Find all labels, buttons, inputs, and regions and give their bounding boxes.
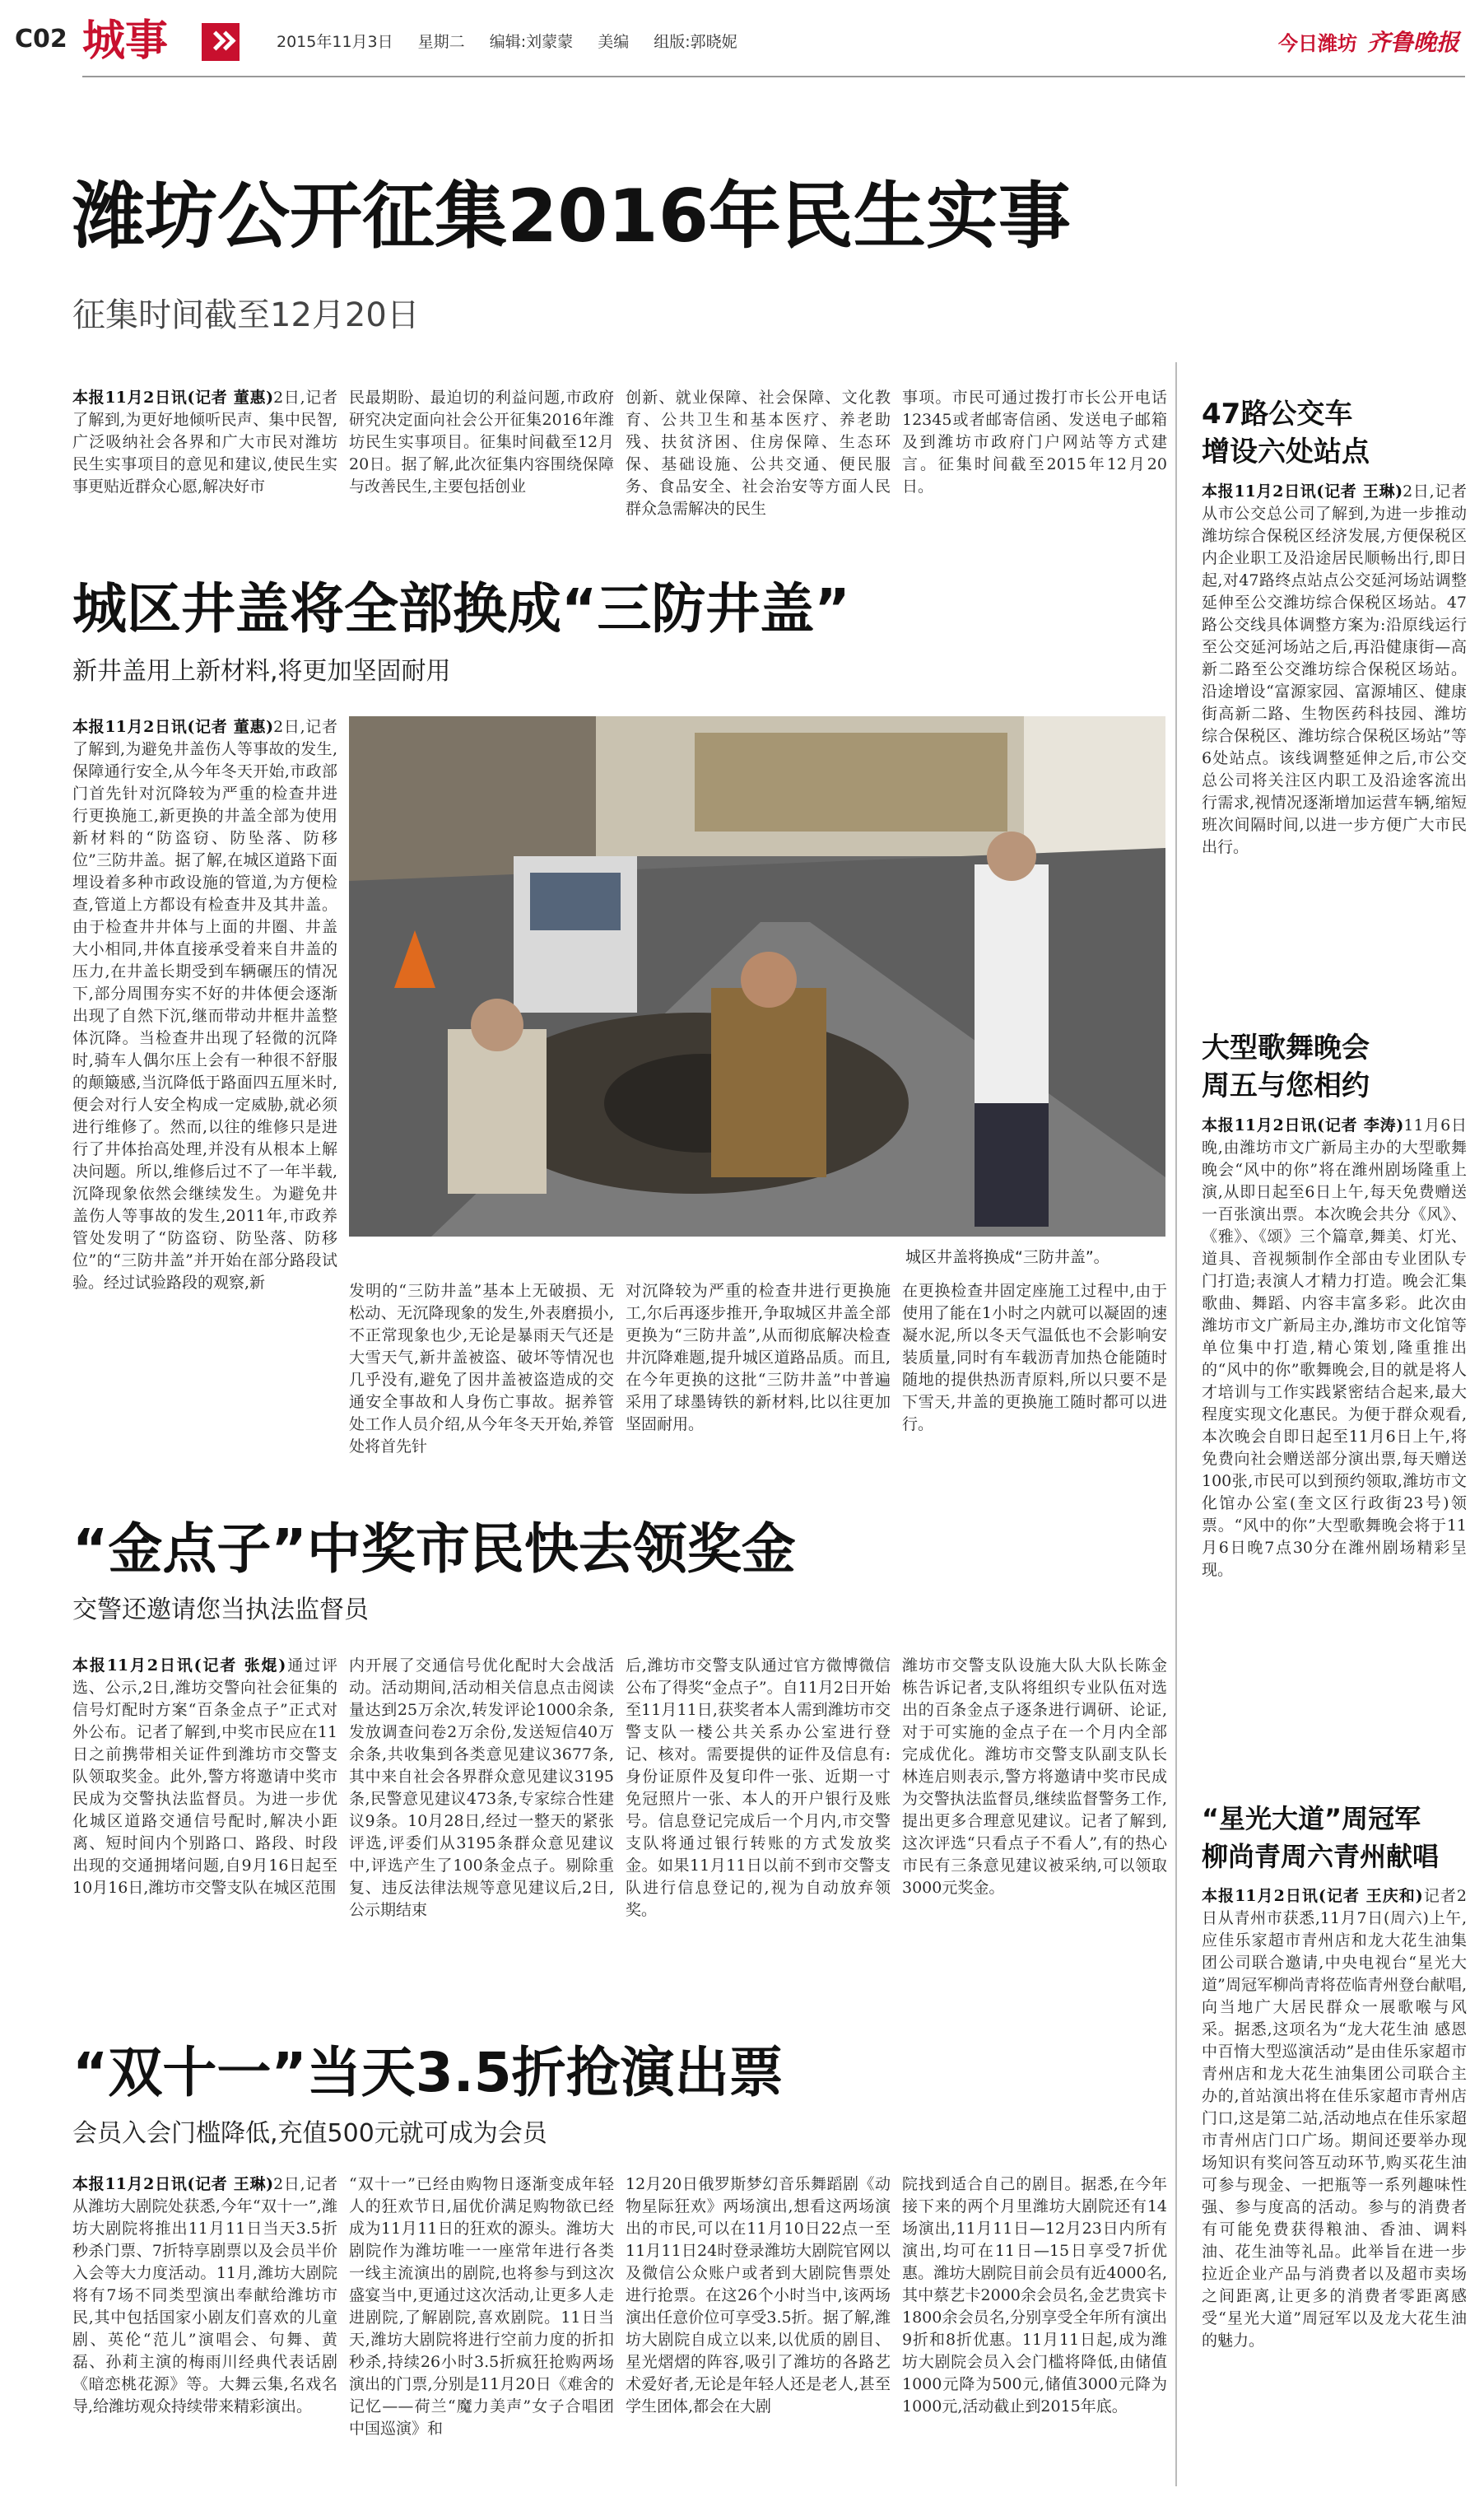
masthead	[0, 0, 1484, 107]
story1-headline: 潍坊公开征集2016年民生实事	[72, 174, 1071, 259]
sidebar3-body: 本报11月2日讯(记者 王庆和)记者2日从青州市获悉,11月7日(周六)上午,应佳乐家超市青州店和龙大花生油集团公司联合邀请,中央电视台“星光大道”周冠军柳尚青将莅临青州登台献唱,向当地广大居民群众一展歌喉与风采。据悉,这项名为“龙大花生油 感恩中百惰大型巡演活动”是由佳乐家超市青州店和龙大花生油集团公司联合主办的,首站演出将在佳乐家超市青州店门口,这是第二站,活动地点在佳乐家超市青州店门口广场。期间还要举办现场知识有奖问答互动环节,购买花生油可参与现金、一把瓶等一系列趣味性强、参与度高的活动。参与的消费者有可能免费获得粮油、香油、调料油、花生油等礼品。此举旨在进一步拉近企业产品与消费者以及超市卖场之间距离,让更多的消费者零距离感受“星光大道”周冠军以及龙大花生油的魅力。	[1202, 1887, 1467, 2350]
story4-column-4: 院找到适合自己的剧目。据悉,在今年接下来的两个月里潍坊大剧院还有14场演出,11月11日—12月23日内所有演出,均可在11日—15日享受7折优惠。潍坊大剧院目前会员有近4000名,其中蔡艺卡2000余会员名,金艺贵宾卡1800余会员名,分别享受全年所有演出9折和8折优惠。11月11日起,成为潍坊大剧院会员入会门槛将降低,由储值1000元降为500元,储值3000元降为1000元,活动截止到2015年底。	[902, 2175, 1167, 2415]
masthead-divider	[82, 76, 1465, 77]
story4-lead: 本报11月2日讯(记者 王琳)	[72, 2175, 274, 2193]
story2-lead: 本报11月2日讯(记者 董惠)	[72, 718, 274, 736]
issue-date: 2015年11月3日	[277, 33, 393, 51]
story3-subhead: 交警还邀请您当执法监督员	[72, 1596, 369, 1624]
sidebar2-body: 本报11月2日讯(记者 李涛)11月6日晚,由潍坊市文广新局主办的大型歌舞晚会“风中的你”将在潍州剧场隆重上演,从即日起至6日上午,每天免费赠送一百张演出票。本次晚会共分《风》、《雅》、《颂》三个篇章,舞美、灯光、道具、音视频制作全部由专业团队专门打造;表演人才精力打造。晚会汇集歌曲、舞蹈、内容丰富多彩。此次由潍坊市文广新局主办,潍坊市文化馆等单位集中打造,精心策划,隆重推出的“风中的你”歌舞晚会,目的就是将人才培训与工作实践紧密结合起来,最大程度实现文化惠民。为便于群众观看,本次晚会自即日起至11月6日上午,将免费向社会赠送部分演出票,每天赠送100张,市民可以到预约领取,潍坊市文化馆办公室(奎文区行政街23号)领票。“风中的你”大型歌舞晚会将于11月6日晚7点30分在潍州剧场精彩呈现。	[1202, 1116, 1467, 1579]
sidebar3-headline: “星光大道”周冠军 柳尚青周六青州献唱	[1202, 1803, 1440, 1872]
story2-headline: 城区井盖将全部换成“三防井盖”	[72, 577, 850, 641]
story4-headline: “双十一”当天3.5折抢演出票	[72, 2041, 784, 2104]
story4-subhead: 会员入会门槛降低,充值500元就可成为会员	[72, 2119, 547, 2148]
story2-column-4: 在更换检查井固定座施工过程中,由于使用了能在1小时之内就可以凝固的速凝水泥,所以冬天气温低也不会影响安装质量,同时有车载沥青加热仓能随时随地的提供热沥青原料,所以只要不是下雪天,井盖的更换施工随时都可以进行。	[902, 1282, 1167, 1433]
editor-credit: 编辑:刘蒙蒙	[489, 33, 574, 51]
photo-illustration	[349, 716, 1165, 1237]
issue-info	[277, 30, 757, 52]
sidebar-divider	[1175, 362, 1177, 2486]
story1-column-1: 本报11月2日讯(记者 董惠)2日,记者了解到,为更好地倾听民声、集中民智,广泛吸纳社会各界和广大市民对潍坊民生实事项目的意见和建议,使民生实事更贴近群众心愿,解决好市	[72, 389, 337, 496]
layout-credit: 组版:郭晓妮	[654, 33, 737, 51]
story4-column-2: “双十一”已经由购物日逐渐变成年轻人的狂欢节日,届优价满足购物欲已经成为11月11日的狂欢的源头。潍坊大剧院作为潍坊唯一一座常年进行各类一线主流演出的剧院,也将参与到这次盛宴当中,更通过这次活动,让更多人走进剧院,了解剧院,喜欢剧院。11日当天,潍坊大剧院将进行空前力度的折扣秒杀,持续26小时3.5折疯狂抢购两场演出的门票,分别是11月20日《难舍的记忆——荷兰“魔力美声”女子合唱团中国巡演》和	[349, 2175, 614, 2438]
column-name: 今日潍坊	[1277, 32, 1357, 55]
story2-column-1: 本报11月2日讯(记者 董惠)2日,记者了解到,为避免井盖伤人等事故的发生,保障通行安全,从今年冬天开始,市政部门首先针对沉降较为严重的检查井进行更换施工,新更换的井盖全部为使用新材料的“防盗窃、防坠落、防移位”三防井盖。据了解,在城区道路下面埋设着多种市政设施的管道,为方便检查,管道上方都设有检查井及其井盖。由于检查井井体与上面的井圈、井盖大小相同,井体直接承受着来自井盖的压力,在井盖长期受到车辆碾压的情况下,部分周围夯实不好的井体便会逐渐出现了自然下沉,继而带动井框井盖整体沉降。当检查井出现了轻微的沉降时,骑车人偶尔压上会有一种很不舒服的颠簸感,当沉降低于路面四五厘米时,便会对行人安全构成一定威胁,就必须进行维修了。然而,以往的维修只是进行了井体抬高处理,并没有从根本上解决问题。所以,维修后过不了一年半载,沉降现象依然会继续发生。为避免井盖伤人等事故的发生,2011年,市政养管处发明了“防盗窃、防坠落、防移位”的“三防井盖”并开始在部分路段试验。经过试验路段的观察,新	[72, 718, 337, 1292]
newspaper-logo: 齐鲁晚报	[1366, 29, 1459, 56]
story3-column-1: 本报11月2日讯(记者 张焜)通过评选、公示,2日,潍坊交警向社会征集的信号灯配时方案“百条金点子”正式对外公布。记者了解到,中奖市民应在11日之前携带相关证件到潍坊市交警支队领取奖金。此外,警方将邀请中奖市民成为交警执法监督员。为进一步优化城区道路交通信号配时,解决小距离、短时间内个别路口、路段、时段出现的交通拥堵问题,自9月16日起至10月16日,潍坊市交警支队在城区范围	[72, 1656, 337, 1897]
story3-column-4: 潍坊市交警支队设施大队大队长陈金栋告诉记者,支队将组织专业队伍对选出的百条金点子逐条进行调研、论证,对于可实施的金点子在一个月内全部完成优化。潍坊市交警支队副支队长林连启则表示,警方将邀请中奖市民成为交警执法监督员,继续监督警务工作,提出更多合理意见建议。记者了解到,这次评选“只看点子不看人”,有的热心市民有三条意见建议被采纳,可以领取3000元奖金。	[902, 1656, 1167, 1897]
story1-column-3: 创新、就业保障、社会保障、文化教育、公共卫生和基本医疗、养老助残、扶贫济困、住房保障、生态环保、基础设施、公共交通、便民服务、食品安全、社会治安等方面人民群众急需解决的民生	[626, 389, 891, 518]
sidebar2-lead: 本报11月2日讯(记者 李涛)	[1202, 1116, 1404, 1134]
sidebar3-lead: 本报11月2日讯(记者 王庆和)	[1202, 1887, 1423, 1905]
story2-column-3: 对沉降较为严重的检查井进行更换施工,尔后再逐步推开,争取城区井盖全部更换为“三防井盖”,从而彻底解决检查井沉降难题,提升城区道路品质。而且,在今年更换的这批“三防井盖”中普遍采用了球墨铸铁的新材料,比以往更加坚固耐用。	[626, 1282, 891, 1433]
story4-column-3: 12月20日俄罗斯梦幻音乐舞蹈剧《动物星际狂欢》两场演出,想看这两场演出的市民,可以在11月10日22点一至11月11日24时登录潍坊大剧院官网以及微信公众账户或者到大剧院售票处进行抢票。在这26个小时当中,该两场演出任意价位可享受3.5折。据了解,潍坊大剧院自成立以来,以优质的剧目、星光熠熠的阵容,吸引了潍坊的各路艺术爱好者,无论是年轻人还是老人,甚至学生团体,都会在大剧	[626, 2175, 891, 2415]
story1-column-4: 事项。市民可通过拨打市长公开电话12345或者邮寄信函、发送电子邮箱及到潍坊市政府门户网站等方式建言。征集时间截至2015年12月20日。	[902, 389, 1167, 496]
story4-column-1: 本报11月2日讯(记者 王琳)2日,记者从潍坊大剧院处获悉,今年“双十一”,潍坊大剧院将推出11月11日当天3.5折秒杀门票、7折特享剧票以及会员半价入会等大力度活动。11月,潍坊大剧院将有7场不同类型演出奉献给潍坊市民,其中包括国家小剧友们喜欢的儿童剧、英伦“范儿”演唱会、句舞、黄磊、孙莉主演的梅雨川经典代表话剧《暗恋桃花源》等。大舞云集,名戏名导,给潍坊观众持续带来精彩演出。	[72, 2175, 337, 2415]
story3-headline: “金点子”中奖市民快去领奖金	[72, 1517, 796, 1581]
story1-subhead: 征集时间截至12月20日	[72, 296, 420, 334]
story3-column-3: 后,潍坊市交警支队通过官方微博微信公布了得奖“金点子”。自11月2日开始至11月11日,获奖者本人需到潍坊市交警支队一楼公共关系办公室进行登记、核对。需要提供的证件及信息有:身份证原件及复印件一张、近期一寸免冠照片一张、本人的开户银行及账号。信息登记完成后一个月内,市交警支队将通过银行转账的方式发放奖金。如果11月11日以前不到市交警支队进行信息登记的,视为自动放弃领奖。	[626, 1656, 891, 1919]
issue-weekday: 星期二	[417, 33, 465, 51]
story1-lead: 本报11月2日讯(记者 董惠)	[72, 389, 274, 407]
story2-subhead: 新井盖用上新材料,将更加坚固耐用	[72, 657, 451, 686]
photo-caption: 城区井盖将换成“三防井盖”。	[905, 1248, 1110, 1266]
page-number: C02	[15, 25, 67, 54]
story3-lead: 本报11月2日讯(记者 张焜)	[72, 1656, 286, 1675]
story1-column-2: 民最期盼、最迫切的利益问题,市政府研究决定面向社会公开征集2016年潍坊民生实事项目。征集时间截至12月20日。据了解,此次征集内容围绕保障与改善民生,主要包括创业	[349, 389, 614, 496]
newspaper-brand	[1278, 25, 1459, 58]
story3-column-2: 内开展了交通信号优化配时大会战活动。活动期间,活动相关信息点击阅读量达到25万余次,转发评论1000余条,发放调查问卷2万余份,发送短信40万余条,共收集到各类意见建议3677条,其中来自社会各界群众意见建议3195条,民警意见建议473条,专家综合性建议9条。10月28日,经过一整天的紧张评选,评委们从3195条群众意见建议中,评选产生了100条金点子。剔除重复、违反法律法规等意见建议后,2日,公示期结束	[349, 1656, 614, 1919]
double-chevron-icon	[202, 23, 240, 61]
manhole-repair-photo	[349, 716, 1165, 1237]
art-editor-credit: 美编	[598, 33, 630, 51]
sidebar1-headline: 47路公交车 增设六处站点	[1202, 398, 1370, 468]
story2-column-2: 发明的“三防井盖”基本上无破损、无松动、无沉降现象的发生,外表磨损小,不正常现象也少,无论是暴雨天气还是大雪天气,新井盖被盗、破坏等情况也几乎没有,避免了因井盖被盗造成的交通安全事故和人身伤亡事故。据养管处工作人员介绍,从今年冬天开始,养管处将首先针	[349, 1282, 614, 1456]
sidebar1-body: 本报11月2日讯(记者 王琳)2日,记者从市公交总公司了解到,为进一步推动潍坊综合保税区经济发展,方便保税区内企业职工及沿途居民顺畅出行,即日起,对47路终点站点公交延河场站调整延伸至公交潍坊综合保税区场站。47路公交线具体调整方案为:沿原线运行至公交延河场站之后,再沿健康街—高新二路至公交潍坊综合保税区场站。沿途增设“富源家园、富源埔区、健康街高新二路、生物医药科技园、潍坊综合保税区、潍坊综合保税区场站”等6处站点。该线调整延伸之后,市公交总公司将关注区内职工及沿途客流出行需求,视情况逐渐增加运营车辆,缩短班次间隔时间,以进一步方便广大市民出行。	[1202, 482, 1467, 856]
sidebar1-lead: 本报11月2日讯(记者 王琳)	[1202, 482, 1403, 501]
sidebar2-headline: 大型歌舞晚会 周五与您相约	[1202, 1032, 1370, 1102]
section-title: 城事	[82, 16, 169, 66]
